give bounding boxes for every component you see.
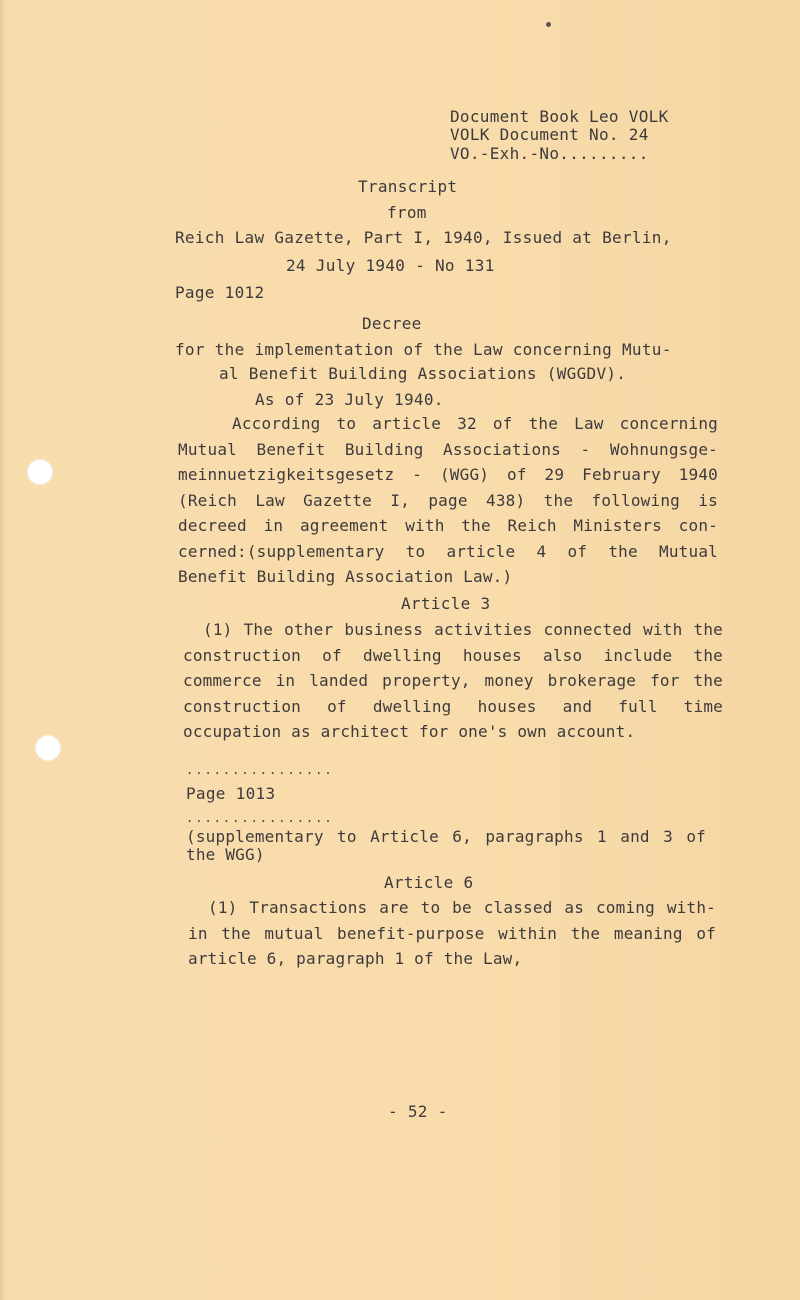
header-document-number: VOLK Document No. 24 <box>450 125 649 144</box>
decree-line-2: al Benefit Building Associations (WGGDV). <box>219 364 627 383</box>
page-reference-1012: Page 1012 <box>175 283 265 302</box>
decree-heading: Decree <box>362 314 422 333</box>
page-number: - 52 - <box>388 1102 448 1121</box>
separator-dots-2: ................ <box>186 811 334 825</box>
page-reference-1013: Page 1013 <box>186 784 276 803</box>
header-document-book: Document Book Leo VOLK <box>450 107 669 126</box>
preamble-paragraph: According to article 32 of the Law concerning Mutual Benefit Building Associations - Wohnungsge- meinnuetzigkeitsgesetz - (WGG) of 29 February 1940 (Reich Law Gazette I, page 438) the following is decreed in agreement with the Reich Ministers con- cerned:(supplementary to article 4 of the Mutual Benefit Building Association Law.) <box>178 414 718 586</box>
article-3-text: (1) The other business activities connected with the construction of dwelling houses also include the commerce in landed property, money brokerage for the construction of dwelling houses and full time occupation as architect for one's own account. <box>183 620 723 741</box>
punch-hole-top <box>27 459 53 485</box>
from-label: from <box>387 203 427 222</box>
decree-line-1: for the implementation of the Law concerning Mutu- <box>175 340 672 359</box>
decree-date: As of 23 July 1940. <box>255 390 444 409</box>
header-exhibit-number: VO.-Exh.-No......... <box>450 144 649 163</box>
article-6-text: (1) Transactions are to be classed as coming with- in the mutual benefit-purpose within the meaning of article 6, paragraph 1 of the Law, <box>188 898 716 968</box>
punch-hole-bottom <box>35 735 61 761</box>
supplementary-note: (supplementary to Article 6, paragraphs 1 and 3 of the WGG) <box>186 827 706 864</box>
article-3-heading: Article 3 <box>401 594 491 613</box>
source-line: Reich Law Gazette, Part I, 1940, Issued at Berlin, <box>175 228 672 247</box>
source-date: 24 July 1940 - No 131 <box>286 256 495 275</box>
article-6-heading: Article 6 <box>384 873 474 892</box>
separator-dots-1: ................ <box>186 763 334 777</box>
ink-speck <box>546 22 551 27</box>
transcript-title: Transcript <box>358 177 458 196</box>
